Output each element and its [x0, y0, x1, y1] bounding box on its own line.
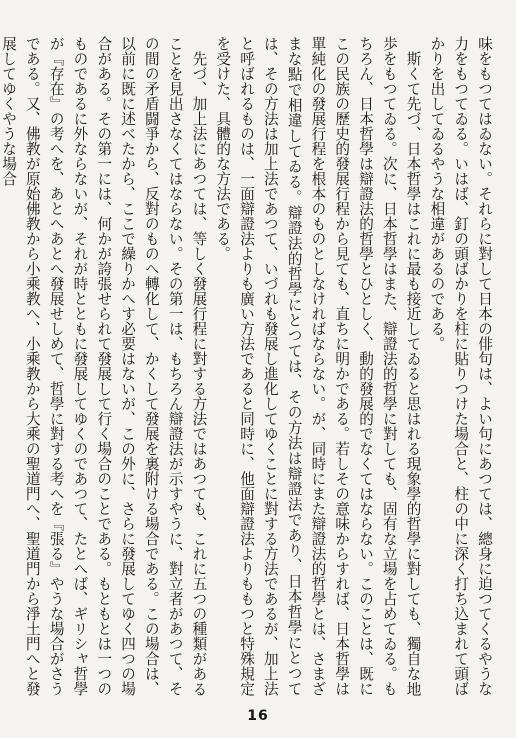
paragraph-2: 斯くて先づ、日本哲學はこれに最も接近してゐると思はれる現象學的哲學に對しても、獨自な地歩をもつてゐる。次に、日本哲學はまた、辯證法的哲學に對しても、固有な立場を占めてゐる。もちろん、日本哲學は辯證法的哲學とひとしく、動的發展的でなくてはならない。このことは、既にこの民族の歷史的發展行程から見ても、直ちに明かである。若しその意味からすれば、日本哲學は單純化の發展行程を根本のものとしなければならない。が、同時にまた辯證法的哲學とは、さまざまな點で相違してゐる。辯證法的哲學にとつては、その方法は辯證法であり、日本哲學にとつては、その方法は加上法であつて、いづれも發展し進化してゆくことに對する方法であるが、加上法と呼ばれるものは、一面辯證法よりも廣い方法であると同時に、他面辯證法よりももつと特殊規定を受けた、具體的な方法である。	[214, 36, 422, 696]
page-number: 16	[247, 708, 269, 724]
paragraph-1: 味をもつてはゐない。それらに對して日本の俳句は、よい句にあつては、總身に迫つてくるやうな力をもつてゐる。いはば、釘の頭ばかりを柱に貼りつけた場合と、柱の中に深く打ち込まれて頭ばかりを出してゐるやうな相違があるのである。	[428, 36, 493, 696]
vertical-body-text	[0, 36, 496, 696]
paragraph-3: 先づ、加上法にあつては、等しく發展行程に對する方法ではあつても、これに五つの種類があることを見出さなくてはならない。その第一は、もちろん辯證法が示すやうに、對立者があつて、その間の矛盾闘爭から、反對のものへ轉化して、かくして發展を裏附ける場合である。この場合は、以前に既に述べたから、ここで繰りかへす必要はないが、この外に、さらに發展してゆく四つの場合がある。その第一には、何かが誇張せられて發展して行く場合のことである。もともとは一つのものであるに外ならないが、それが時とともに發展してゆくのであつて、たとへば、ギリシャ哲學が『存在』の考へを、あとへあとへ發展せしめて、哲學に對する考へを『張る』やうな場合がさうである。又、佛教が原始佛教から小乘教へ、小乘教から大乘の聖道門へ、聖道門から淨土門へと發展してゆくやうな場合	[0, 36, 208, 696]
